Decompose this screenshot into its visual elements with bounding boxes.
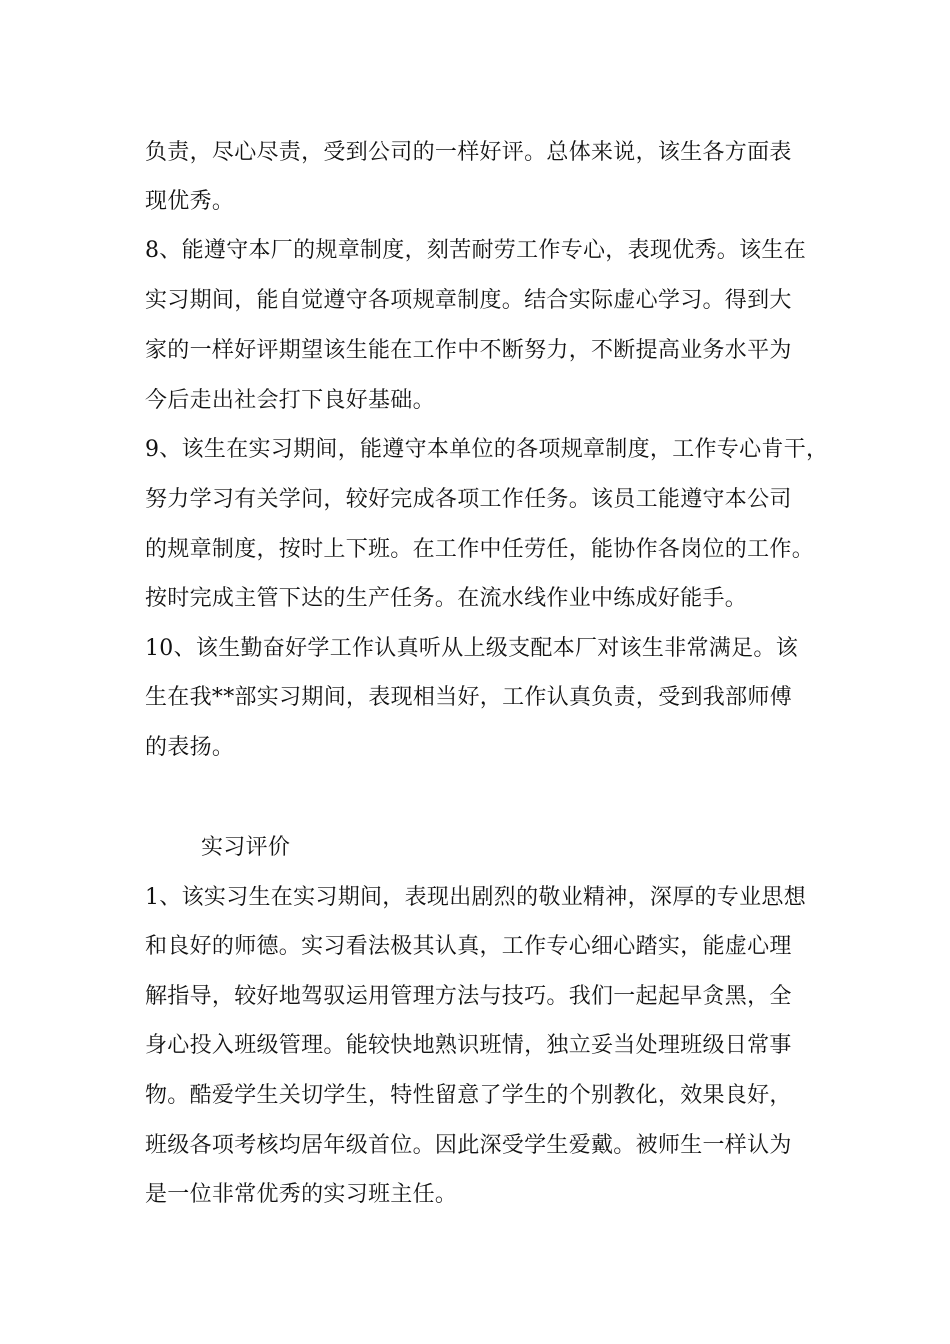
text-line: 1、该实习生在实习期间，表现出剧烈的敬业精神，深厚的专业思想 <box>145 885 806 910</box>
text-line: 是一位非常优秀的实习班主任。 <box>145 1182 458 1207</box>
text-line: 负责，尽心尽责，受到公司的一样好评。总体来说，该生各方面表 <box>145 140 792 165</box>
text-line: 10、该生勤奋好学工作认真听从上级支配本厂对该生非常满足。该 <box>145 636 798 661</box>
text-line: 努力学习有关学问，较好完成各项工作任务。该员工能遵守本公司 <box>145 487 792 512</box>
text-line: 8、能遵守本厂的规章制度，刻苦耐劳工作专心，表现优秀。该生在 <box>145 238 806 263</box>
text-line: 今后走出社会打下良好基础。 <box>145 388 435 413</box>
text-line: 实习期间，能自觉遵守各项规章制度。结合实际虚心学习。得到大 <box>145 288 792 313</box>
text-line: 按时完成主管下达的生产任务。在流水线作业中练成好能手。 <box>145 586 748 611</box>
text-line: 身心投入班级管理。能较快地熟识班情，独立妥当处理班级日常事 <box>145 1033 792 1058</box>
text-line: 的表扬。 <box>145 735 235 760</box>
text-line: 家的一样好评期望该生能在工作中不断努力，不断提高业务水平为 <box>145 338 792 363</box>
text-line: 生在我**部实习期间，表现相当好，工作认真负责，受到我部师傅 <box>145 685 793 710</box>
text-line: 的规章制度，按时上下班。在工作中任劳任，能协作各岗位的工作。 <box>145 537 815 562</box>
text-line: 和良好的师德。实习看法极其认真，工作专心细心踏实，能虚心理 <box>145 934 792 959</box>
text-line: 现优秀。 <box>145 189 235 214</box>
text-line: 9、该生在实习期间，能遵守本单位的各项规章制度，工作专心肯干， <box>145 437 829 462</box>
section-heading: 实习评价 <box>201 835 291 860</box>
text-line: 班级各项考核均居年级首位。因此深受学生爱戴。被师生一样认为 <box>145 1133 792 1158</box>
text-line: 物。酷爱学生关切学生，特性留意了学生的个别教化，效果良好， <box>145 1083 792 1108</box>
text-line: 解指导，较好地驾驭运用管理方法与技巧。我们一起起早贪黑，全 <box>145 984 792 1009</box>
